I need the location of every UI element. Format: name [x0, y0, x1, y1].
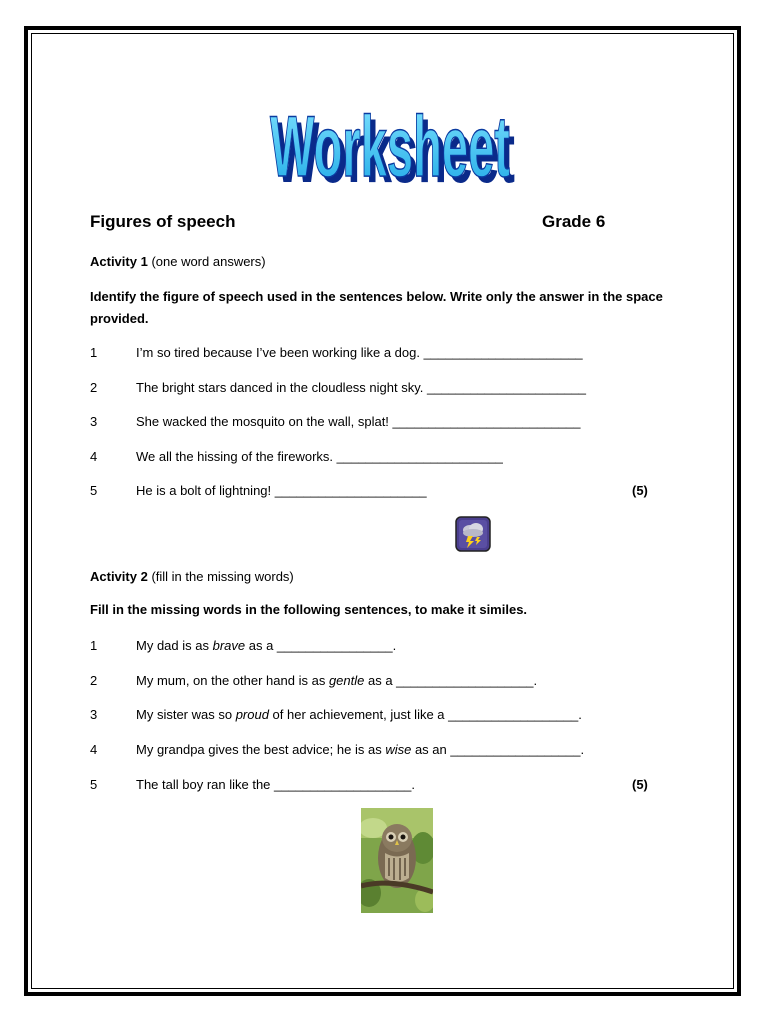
- activity1-marks: (5): [632, 483, 648, 498]
- a2-item-text: My dad is as brave as a ________________.: [136, 638, 397, 653]
- activity2-instruction: Fill in the missing words in the following sentences, to make it similes.: [90, 602, 528, 617]
- a1-item-text: I’m so tired because I’ve been working like a dog. ______________________: [136, 345, 583, 360]
- grade-label: Grade 6: [542, 212, 606, 231]
- activity1-instruction: Identify the figure of speech used in the sentences below. Write only the answer in the space provided.: [90, 289, 663, 326]
- a1-item-text: The bright stars danced in the cloudless night sky. ______________________: [136, 380, 587, 395]
- a1-item-text: She wacked the mosquito on the wall, splat! __________________________: [136, 414, 581, 429]
- a2-item-text: My grandpa gives the best advice; he is as wise as an __________________.: [136, 742, 585, 757]
- a1-item-text: We all the hissing of the fireworks. _______________________: [136, 449, 503, 464]
- worksheet-wordart-title: [262, 80, 518, 198]
- a1-item-number: 3: [90, 414, 98, 429]
- a2-item-text: The tall boy ran like the ___________________.: [136, 777, 415, 792]
- a2-item-number: 5: [90, 777, 98, 792]
- activity1-heading: Activity 1 (one word answers): [90, 254, 266, 269]
- a2-item-text: My mum, on the other hand is as gentle as a ___________________.: [136, 673, 538, 688]
- a1-item-number: 1: [90, 345, 98, 360]
- svg-text:Worksheet: Worksheet: [275, 105, 515, 198]
- worksheet-title: Figures of speech: [90, 212, 236, 231]
- svg-text:Worksheet: Worksheet: [270, 99, 510, 195]
- a2-item-number: 2: [90, 673, 98, 688]
- a1-item-number: 2: [90, 380, 98, 395]
- storm-icon: [455, 516, 491, 552]
- a2-item-number: 4: [90, 742, 98, 757]
- a1-item-text: He is a bolt of lightning! _____________________: [136, 483, 427, 498]
- a1-item-number: 4: [90, 449, 98, 464]
- a2-item-number: 3: [90, 707, 98, 722]
- a2-item-text: My sister was so proud of her achievement, just like a __________________.: [136, 707, 582, 722]
- owl-photo: [361, 808, 433, 913]
- activity2-heading: Activity 2 (fill in the missing words): [90, 569, 294, 584]
- activity2-marks: (5): [632, 777, 648, 792]
- a2-item-number: 1: [90, 638, 98, 653]
- a1-item-number: 5: [90, 483, 98, 498]
